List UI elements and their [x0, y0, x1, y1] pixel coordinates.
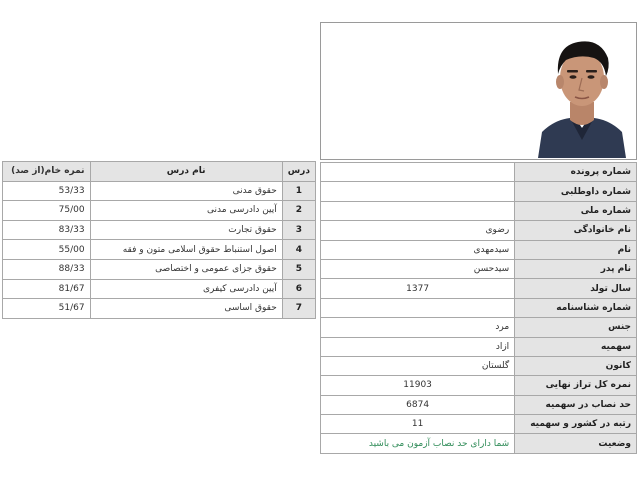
- bar-center-value: گلستان: [321, 356, 515, 375]
- info-row-total-score: [321, 376, 637, 395]
- course-number: 7: [282, 299, 315, 319]
- student-info-table: [320, 162, 637, 454]
- course-score: 53/33: [3, 181, 91, 201]
- rank-value: 11: [321, 415, 515, 434]
- course-number-column-header: درس: [282, 162, 315, 182]
- id-card-number-label: شماره شناسنامه: [515, 298, 637, 317]
- national-id-value: [321, 201, 515, 220]
- course-score: 75/00: [3, 201, 91, 221]
- national-id-label: شماره ملی: [515, 201, 637, 220]
- course-row: [3, 259, 316, 279]
- course-score: 51/67: [3, 299, 91, 319]
- course-number: 6: [282, 279, 315, 299]
- course-row: [3, 201, 316, 221]
- gender-value: مرد: [321, 318, 515, 337]
- file-number-value: [321, 163, 515, 182]
- course-number: 2: [282, 201, 315, 221]
- birth-year-label: سال تولد: [515, 279, 637, 298]
- courses-table: [2, 161, 316, 319]
- student-photo: [534, 28, 630, 158]
- info-row-gender: [321, 318, 637, 337]
- first-name-label: نام: [515, 240, 637, 259]
- total-score-value: 11903: [321, 376, 515, 395]
- course-row: [3, 240, 316, 260]
- courses-header-row: [3, 162, 316, 182]
- rank-label: رتبه در کشور و سهمیه: [515, 415, 637, 434]
- course-score: 81/67: [3, 279, 91, 299]
- course-name: حقوق اساسی: [90, 299, 282, 319]
- father-name-value: سیدحسن: [321, 259, 515, 278]
- course-number: 5: [282, 259, 315, 279]
- course-number: 3: [282, 220, 315, 240]
- birth-year-value: 1377: [321, 279, 515, 298]
- course-score: 83/33: [3, 220, 91, 240]
- info-row-candidate-number: [321, 182, 637, 201]
- course-row: [3, 299, 316, 319]
- course-name: حقوق مدنی: [90, 181, 282, 201]
- last-name-value: رضوی: [321, 221, 515, 240]
- course-name: حقوق تجارت: [90, 220, 282, 240]
- info-row-birth-year: [321, 279, 637, 298]
- info-row-status: [321, 434, 637, 453]
- course-number: 4: [282, 240, 315, 260]
- course-number: 1: [282, 181, 315, 201]
- info-row-quota-threshold: [321, 395, 637, 414]
- course-name: آیین دادرسی مدنی: [90, 201, 282, 221]
- info-row-father-name: [321, 259, 637, 278]
- course-score: 88/33: [3, 259, 91, 279]
- file-number-label: شماره پرونده: [515, 163, 637, 182]
- score-column-header: نمره خام(از صد): [3, 162, 91, 182]
- course-row: [3, 181, 316, 201]
- info-row-bar-center: [321, 356, 637, 375]
- info-row-last-name: [321, 221, 637, 240]
- course-name: آیین دادرسی کیفری: [90, 279, 282, 299]
- info-row-first-name: [321, 240, 637, 259]
- quota-threshold-label: حد نصاب در سهمیه: [515, 395, 637, 414]
- quota-value: ازاد: [321, 337, 515, 356]
- course-score: 55/00: [3, 240, 91, 260]
- info-row-national-id: [321, 201, 637, 220]
- course-row: [3, 220, 316, 240]
- candidate-number-value: [321, 182, 515, 201]
- info-row-id-card-number: [321, 298, 637, 317]
- course-name: اصول استنباط حقوق اسلامی متون و فقه: [90, 240, 282, 260]
- candidate-number-label: شماره داوطلبی: [515, 182, 637, 201]
- status-value: شما دارای حد نصاب آزمون می باشید: [321, 434, 515, 453]
- first-name-value: سیدمهدی: [321, 240, 515, 259]
- status-label: وضعیت: [515, 434, 637, 453]
- info-row-quota: [321, 337, 637, 356]
- info-row-file-number: [321, 163, 637, 182]
- info-row-rank: [321, 415, 637, 434]
- course-row: [3, 279, 316, 299]
- quota-threshold-value: 6874: [321, 395, 515, 414]
- gender-label: جنس: [515, 318, 637, 337]
- father-name-label: نام پدر: [515, 259, 637, 278]
- id-card-number-value: [321, 298, 515, 317]
- last-name-label: نام خانوادگی: [515, 221, 637, 240]
- quota-label: سهمیه: [515, 337, 637, 356]
- total-score-label: نمره کل تراز نهایی: [515, 376, 637, 395]
- course-name: حقوق جزای عمومی و اختصاصی: [90, 259, 282, 279]
- bar-center-label: کانون: [515, 356, 637, 375]
- course-name-column-header: نام درس: [90, 162, 282, 182]
